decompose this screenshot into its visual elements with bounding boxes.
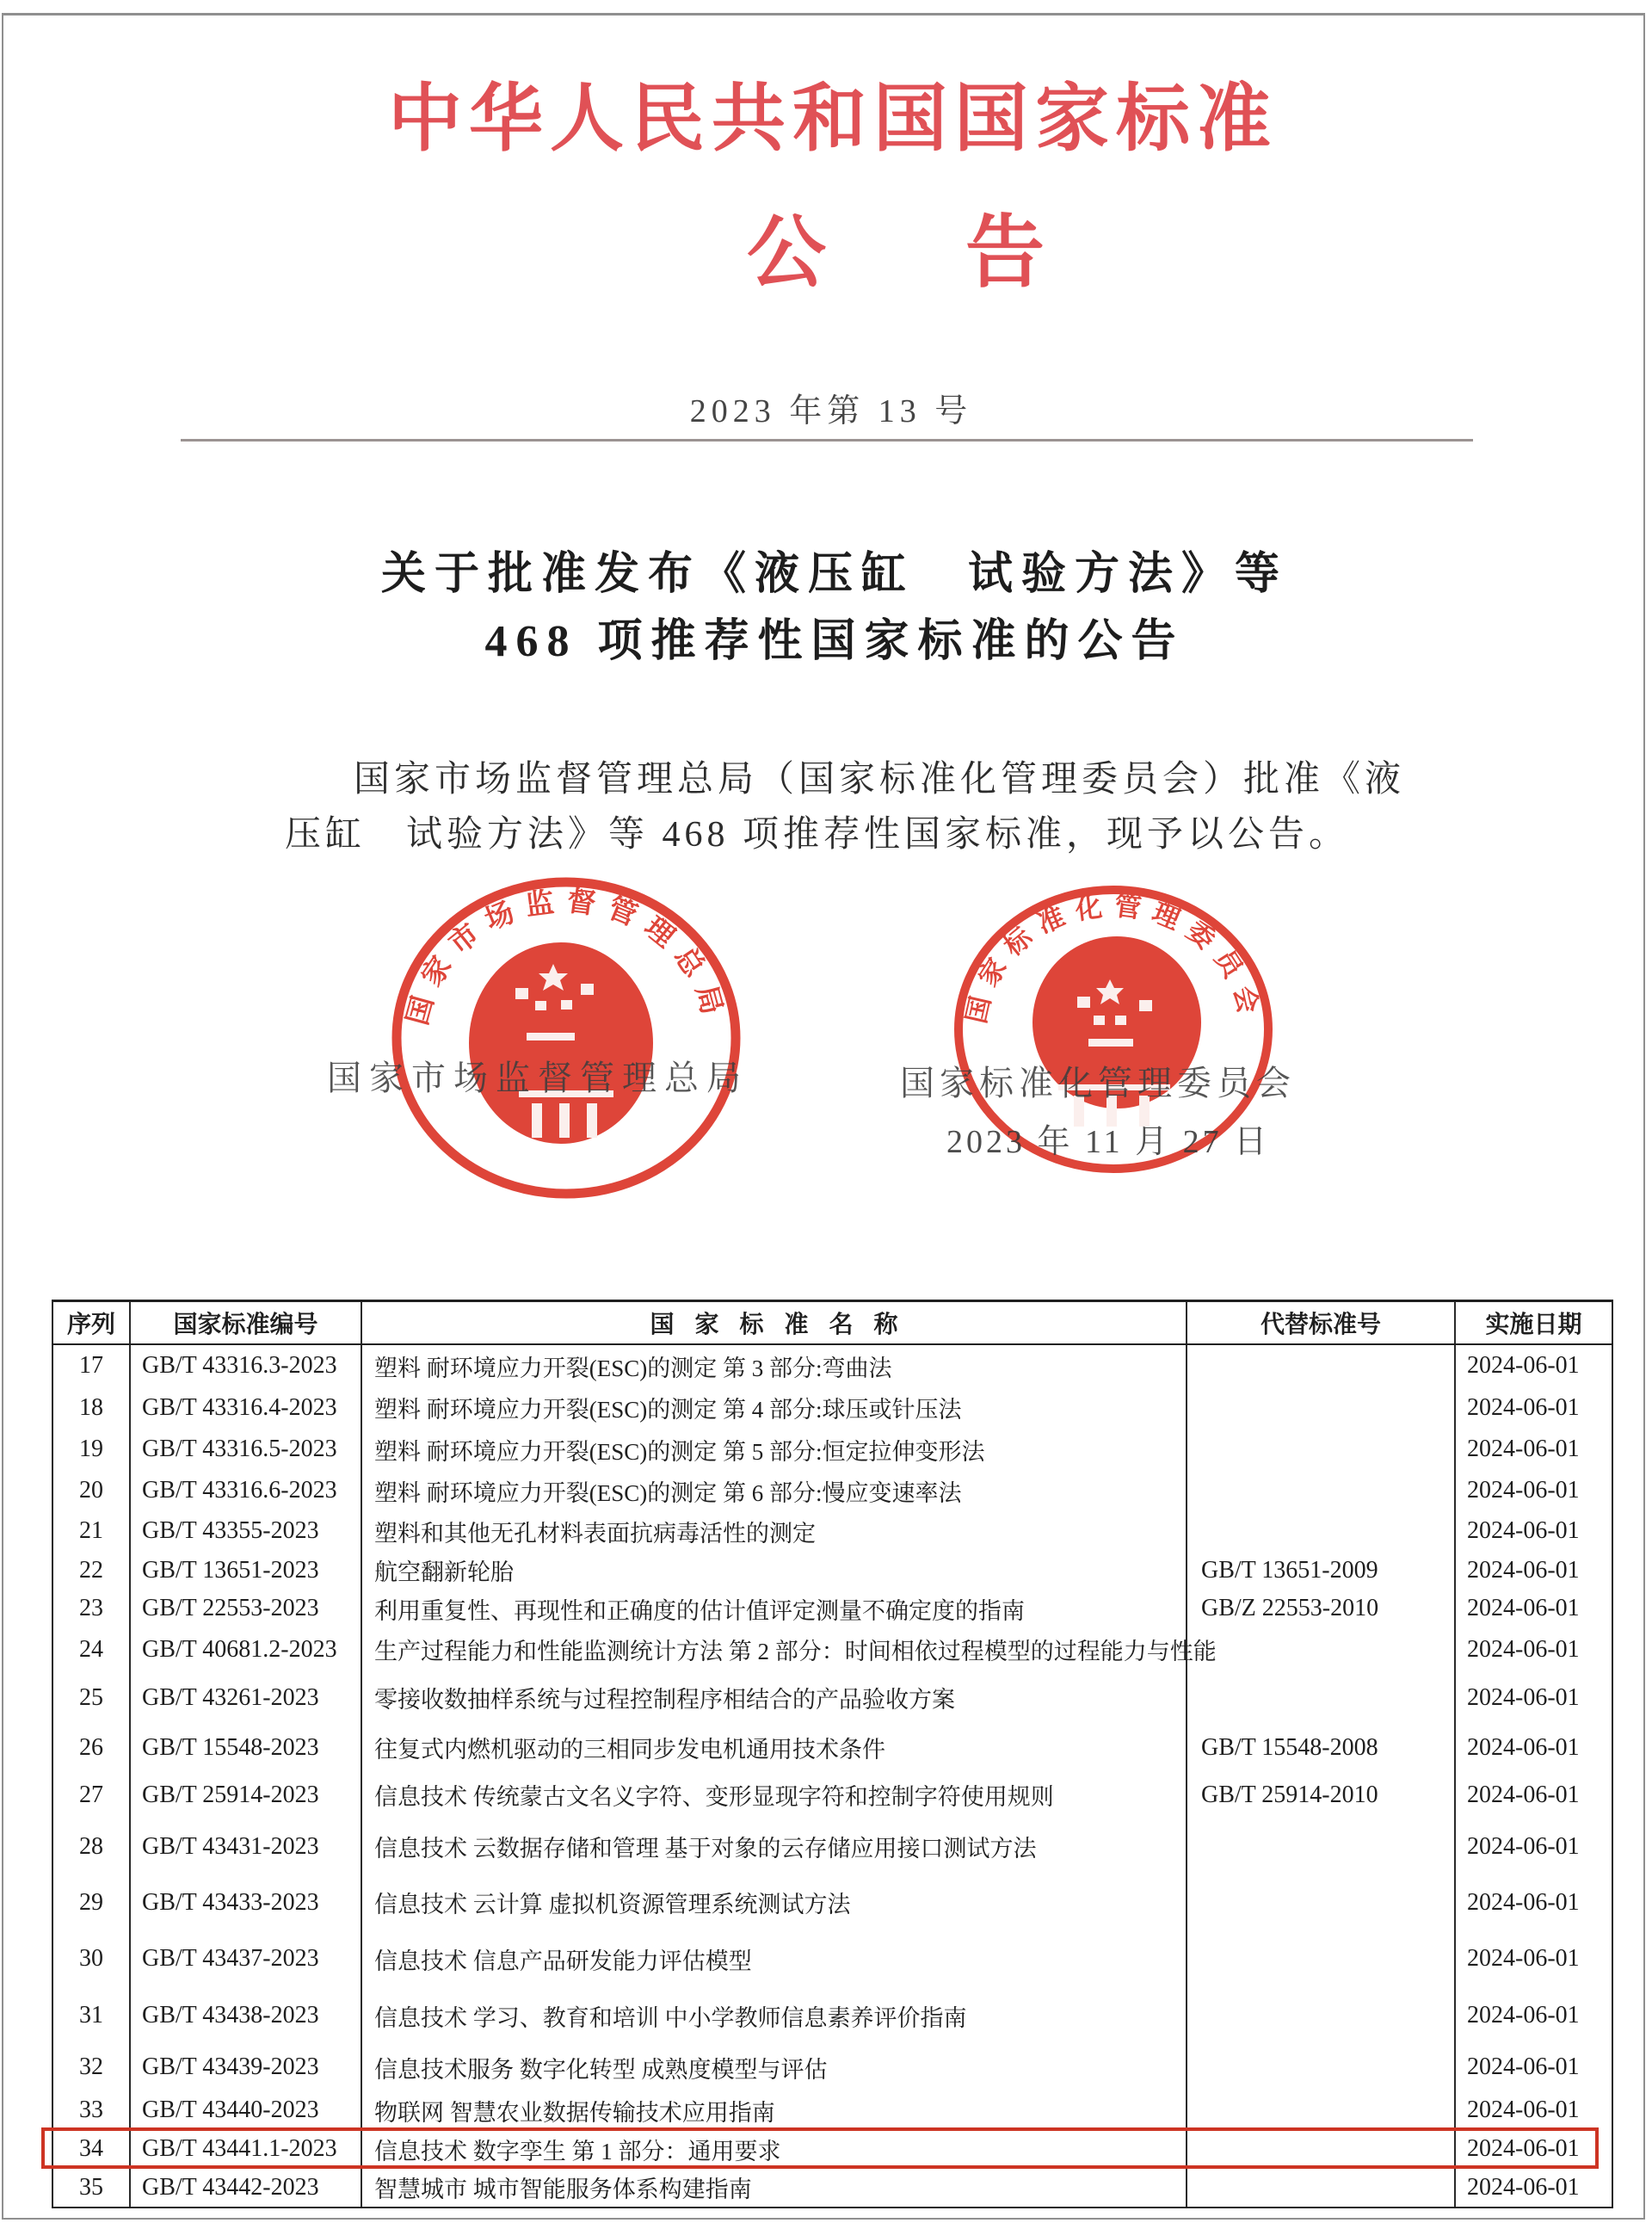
cell-seq: 18 xyxy=(53,1386,131,1429)
cell-replaced xyxy=(1187,2168,1456,2207)
cell-name: 信息技术服务 数字化转型 成熟度模型与评估 xyxy=(362,2044,1187,2090)
cell-seq: 35 xyxy=(53,2168,131,2207)
cell-replaced xyxy=(1187,2044,1456,2090)
row-34-highlight-box xyxy=(41,2127,1599,2169)
seal-right-ring-text: 国家标准化管理委员会 xyxy=(960,890,1267,1027)
cell-date: 2024-06-01 xyxy=(1467,1595,1580,1621)
announcement-heading-line2: 468 项推荐性国家标准的公告 xyxy=(484,617,1185,666)
cell-replaced xyxy=(1187,1386,1456,1429)
issue-number: 2023 年第 13 号 xyxy=(689,393,973,429)
cell-replaced xyxy=(1187,1627,1456,1671)
cell-seq: 30 xyxy=(53,1930,131,1987)
cell-code: GB/T 13651-2023 xyxy=(131,1551,362,1590)
cell-date: 2024-06-01 xyxy=(1467,1945,1580,1972)
cell-date: 2024-06-01 xyxy=(1467,1781,1580,1808)
cell-name: 塑料 耐环境应力开裂(ESC)的测定 第 4 部分:球压或针压法 xyxy=(362,1386,1187,1429)
table-row xyxy=(53,2090,1612,2130)
cell-seq: 23 xyxy=(53,1590,131,1627)
cell-replaced xyxy=(1187,1429,1456,1470)
cell-name: 物联网 智慧农业数据传输技术应用指南 xyxy=(362,2090,1187,2130)
cell-name: 塑料 耐环境应力开裂(ESC)的测定 第 5 部分:恒定拉伸变形法 xyxy=(362,1429,1187,1470)
cell-date: 2024-06-01 xyxy=(1467,1832,1580,1860)
cell-replaced xyxy=(1187,1819,1456,1874)
cell-replaced xyxy=(1187,1511,1456,1551)
cell-code: GB/T 43316.5-2023 xyxy=(131,1429,362,1470)
cell-code: GB/T 43316.6-2023 xyxy=(131,1470,362,1511)
cell-name: 利用重复性、再现性和正确度的估计值评定测量不确定度的指南 xyxy=(362,1590,1187,1627)
cell-name: 零接收数抽样系统与过程控制程序相结合的产品验收方案 xyxy=(362,1671,1187,1724)
cell-name: 塑料和其他无孔材料表面抗病毒活性的测定 xyxy=(362,1511,1187,1551)
table-row xyxy=(53,1874,1612,1930)
table-row xyxy=(53,1470,1612,1511)
cell-code: GB/T 43355-2023 xyxy=(131,1511,362,1551)
cell-seq: 21 xyxy=(53,1511,131,1551)
cell-replaced xyxy=(1187,1345,1456,1386)
cell-date: 2024-06-01 xyxy=(1467,1556,1580,1584)
cell-seq: 24 xyxy=(53,1627,131,1671)
cell-code: GB/T 25914-2023 xyxy=(131,1771,362,1819)
cell-date: 2024-06-01 xyxy=(1467,1477,1580,1504)
cell-replaced xyxy=(1187,2090,1456,2130)
issuer-signature-left: 国家市场监督管理总局 xyxy=(327,1059,749,1097)
cell-date: 2024-06-01 xyxy=(1467,1635,1580,1663)
cell-code: GB/T 43316.4-2023 xyxy=(131,1386,362,1429)
cell-code: GB/T 22553-2023 xyxy=(131,1590,362,1627)
table-row xyxy=(53,1819,1612,1874)
cell-date: 2024-06-01 xyxy=(1467,1436,1580,1462)
cell-name: 信息技术 学习、教育和培训 中小学教师信息素养评价指南 xyxy=(362,1987,1187,2044)
table-row xyxy=(53,1345,1612,1386)
cell-code: GB/T 43442-2023 xyxy=(131,2168,362,2207)
document-title: 中华人民共和国国家标准 xyxy=(388,77,1278,160)
header-date: 实施日期 xyxy=(1485,1312,1582,1338)
cell-replaced: GB/T 25914-2010 xyxy=(1187,1771,1456,1819)
cell-code: GB/T 43437-2023 xyxy=(131,1930,362,1987)
cell-replaced xyxy=(1187,1930,1456,1987)
cell-replaced xyxy=(1187,1987,1456,2044)
table-row xyxy=(53,2168,1612,2207)
table-header-row xyxy=(53,1302,1612,1345)
cell-code: GB/T 43438-2023 xyxy=(131,1987,362,2044)
issue-date: 2023 年 11 月 27 日 xyxy=(946,1124,1271,1160)
cell-name: 信息技术 传统蒙古文名义字符、变形显现字符和控制字符使用规则 xyxy=(362,1771,1187,1819)
cell-replaced: GB/T 15548-2008 xyxy=(1187,1724,1456,1771)
seal-left-ring-text: 国家市场监督管理总局 xyxy=(402,886,730,1029)
cell-code: GB/T 43431-2023 xyxy=(131,1819,362,1874)
header-seq: 序列 xyxy=(53,1302,131,1343)
cell-date: 2024-06-01 xyxy=(1467,2002,1580,2028)
cell-seq: 27 xyxy=(53,1771,131,1819)
cell-code: GB/T 43441.1-2023 xyxy=(131,2130,362,2168)
table-row xyxy=(53,1671,1612,1724)
table-row xyxy=(53,1627,1612,1671)
table-row xyxy=(53,1386,1612,1429)
cell-date: 2024-06-01 xyxy=(1467,1733,1580,1761)
cell-name: 塑料 耐环境应力开裂(ESC)的测定 第 6 部分:慢应变速率法 xyxy=(362,1470,1187,1511)
header-code: 国家标准编号 xyxy=(131,1302,362,1343)
official-seal-left xyxy=(390,875,743,1201)
table-row xyxy=(53,1590,1612,1627)
cell-name: 塑料 耐环境应力开裂(ESC)的测定 第 3 部分:弯曲法 xyxy=(362,1345,1187,1386)
document-subtitle: 公告 xyxy=(746,209,1184,297)
cell-seq: 34 xyxy=(53,2130,131,2168)
cell-code: GB/T 43440-2023 xyxy=(131,2090,362,2130)
cell-date: 2024-06-01 xyxy=(1467,2053,1580,2080)
cell-date: 2024-06-01 xyxy=(1467,1888,1580,1916)
table-body xyxy=(53,1345,1612,2207)
cell-code: GB/T 40681.2-2023 xyxy=(131,1627,362,1671)
national-emblem-icon xyxy=(469,942,653,1144)
cell-date: 2024-06-01 xyxy=(1467,1517,1580,1544)
cell-seq: 32 xyxy=(53,2044,131,2090)
cell-seq: 17 xyxy=(53,1345,131,1386)
cell-seq: 26 xyxy=(53,1724,131,1771)
cell-replaced xyxy=(1187,1470,1456,1511)
cell-name: 航空翻新轮胎 xyxy=(362,1551,1187,1590)
cell-seq: 29 xyxy=(53,1874,131,1930)
header-replaced: 代替标准号 xyxy=(1187,1302,1456,1343)
cell-date: 2024-06-01 xyxy=(1467,2173,1580,2201)
table-row xyxy=(53,1771,1612,1819)
standards-table xyxy=(52,1300,1613,2208)
cell-date: 2024-06-01 xyxy=(1467,1393,1580,1421)
cell-name: 智慧城市 城市智能服务体系构建指南 xyxy=(362,2168,1187,2207)
cell-name: 往复式内燃机驱动的三相同步发电机通用技术条件 xyxy=(362,1724,1187,1771)
cell-name: 信息技术 数字孪生 第 1 部分：通用要求 xyxy=(362,2130,1187,2168)
cell-code: GB/T 43316.3-2023 xyxy=(131,1345,362,1386)
cell-seq: 19 xyxy=(53,1429,131,1470)
announcement-heading-line1: 关于批准发布《液压缸 试验方法》等 xyxy=(380,550,1288,599)
table-row xyxy=(53,1551,1612,1590)
table-row xyxy=(53,1724,1612,1771)
cell-date: 2024-06-01 xyxy=(1467,1352,1580,1379)
cell-code: GB/T 15548-2023 xyxy=(131,1724,362,1771)
table-row xyxy=(53,1987,1612,2044)
cell-date: 2024-06-01 xyxy=(1467,2135,1580,2162)
issuer-signature-right: 国家标准化管理委员会 xyxy=(900,1064,1296,1102)
cell-code: GB/T 43261-2023 xyxy=(131,1671,362,1724)
cell-seq: 22 xyxy=(53,1551,131,1590)
cell-date: 2024-06-01 xyxy=(1467,1683,1580,1711)
cell-name: 信息技术 云计算 虚拟机资源管理系统测试方法 xyxy=(362,1874,1187,1930)
header-divider-line xyxy=(181,439,1473,442)
body-text-line1: 国家市场监督管理总局（国家标准化管理委员会）批准《液 xyxy=(354,760,1406,800)
cell-seq: 33 xyxy=(53,2090,131,2130)
cell-seq: 25 xyxy=(53,1671,131,1724)
cell-name: 信息技术 云数据存储和管理 基于对象的云存储应用接口测试方法 xyxy=(362,1819,1187,1874)
cell-name: 生产过程能力和性能监测统计方法 第 2 部分：时间相依过程模型的过程能力与性能 xyxy=(362,1627,1187,1671)
cell-seq: 31 xyxy=(53,1987,131,2044)
table-row xyxy=(53,1930,1612,1987)
cell-code: GB/T 43433-2023 xyxy=(131,1874,362,1930)
cell-code: GB/T 43439-2023 xyxy=(131,2044,362,2090)
cell-name: 信息技术 信息产品研发能力评估模型 xyxy=(362,1930,1187,1987)
cell-seq: 20 xyxy=(53,1470,131,1511)
cell-replaced: GB/T 13651-2009 xyxy=(1187,1551,1456,1590)
cell-replaced: GB/Z 22553-2010 xyxy=(1187,1590,1456,1627)
body-text-line2: 压缸 试验方法》等 468 项推荐性国家标准，现予以公告。 xyxy=(285,815,1350,855)
table-row xyxy=(53,1511,1612,1551)
cell-replaced xyxy=(1187,1671,1456,1724)
cell-date: 2024-06-01 xyxy=(1467,2096,1580,2123)
cell-seq: 28 xyxy=(53,1819,131,1874)
table-row xyxy=(53,1429,1612,1470)
table-row xyxy=(53,2044,1612,2090)
cell-replaced xyxy=(1187,1874,1456,1930)
header-name: 国家标准名称 xyxy=(362,1302,1187,1343)
